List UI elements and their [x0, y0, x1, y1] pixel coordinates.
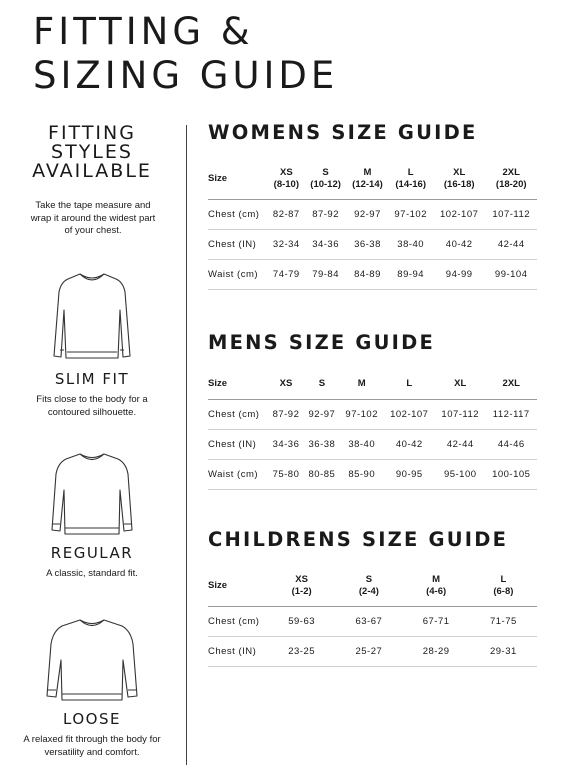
row-label: Waist (cm) — [208, 460, 268, 490]
column-divider — [186, 125, 187, 765]
table-row — [208, 200, 537, 230]
fit-style-description: Fits close to the body for a contoured silhouette. — [36, 394, 148, 418]
womens-size-table — [208, 159, 537, 290]
size-header: Size — [208, 369, 268, 400]
table-row — [208, 637, 537, 667]
table-cell: 40-42 — [433, 230, 485, 260]
womens-guide-title: WOMENS SIZE GUIDE — [208, 121, 478, 144]
table-cell: 92-97 — [347, 200, 389, 230]
page-title-line-2: SIZING GUIDE — [33, 54, 339, 97]
table-cell: 97-102 — [340, 400, 384, 430]
size-header: Size — [208, 566, 268, 607]
table-cell: 23-25 — [268, 637, 335, 667]
size-column-header: XL — [435, 369, 486, 400]
fit-style-name: LOOSE — [63, 710, 121, 728]
fit-style-name: SLIM FIT — [54, 370, 130, 388]
childrens-size-guide — [208, 529, 537, 667]
table-cell: 85-90 — [340, 460, 384, 490]
table-cell: 67-71 — [403, 607, 470, 637]
size-column-header: L (14-16) — [388, 159, 433, 200]
table-row — [208, 260, 537, 290]
table-cell: 95-100 — [435, 460, 486, 490]
row-label: Waist (cm) — [208, 260, 268, 290]
fit-style-description: A classic, standard fit. — [46, 568, 138, 579]
table-row — [208, 400, 537, 430]
table-cell: 107-112 — [485, 200, 537, 230]
size-column-header: S (10-12) — [305, 159, 347, 200]
table-cell: 34-36 — [268, 430, 304, 460]
table-cell: 107-112 — [435, 400, 486, 430]
table-cell: 40-42 — [384, 430, 435, 460]
row-label: Chest (IN) — [208, 637, 268, 667]
table-cell: 34-36 — [305, 230, 347, 260]
table-cell: 87-92 — [305, 200, 347, 230]
table-cell: 36-38 — [304, 430, 340, 460]
mens-size-table — [208, 369, 537, 490]
fit-style-slim — [0, 270, 184, 419]
fitting-styles-heading-line: FITTING — [48, 122, 136, 144]
table-cell: 90-95 — [384, 460, 435, 490]
table-cell: 89-94 — [388, 260, 433, 290]
table-cell: 97-102 — [388, 200, 433, 230]
fitting-styles-heading-line: AVAILABLE — [32, 160, 152, 182]
table-cell: 32-34 — [268, 230, 305, 260]
table-cell: 59-63 — [268, 607, 335, 637]
table-cell: 63-67 — [335, 607, 402, 637]
size-column-header: M (12-14) — [347, 159, 389, 200]
size-column-header: M (4-6) — [403, 566, 470, 607]
childrens-guide-title: CHILDRENS SIZE GUIDE — [208, 528, 509, 551]
size-column-header: XS (8-10) — [268, 159, 305, 200]
table-row — [208, 607, 537, 637]
table-cell: 42-44 — [435, 430, 486, 460]
fit-style-name: REGULAR — [50, 544, 134, 562]
table-cell: 79-84 — [305, 260, 347, 290]
table-cell: 38-40 — [388, 230, 433, 260]
regular-sweater-icon — [48, 450, 136, 538]
mens-guide-title: MENS SIZE GUIDE — [208, 331, 436, 354]
table-cell: 112-117 — [486, 400, 538, 430]
size-column-header: L (6-8) — [470, 566, 537, 607]
table-cell: 99-104 — [485, 260, 537, 290]
size-column-header: S — [304, 369, 340, 400]
table-cell: 100-105 — [486, 460, 538, 490]
row-label: Chest (cm) — [208, 200, 268, 230]
table-cell: 102-107 — [384, 400, 435, 430]
childrens-size-table — [208, 566, 537, 667]
row-label: Chest (IN) — [208, 430, 268, 460]
row-label: Chest (cm) — [208, 607, 268, 637]
size-column-header: XS — [268, 369, 304, 400]
fit-style-loose — [0, 616, 184, 759]
fit-style-description: A relaxed fit through the body for versatility and comfort. — [23, 734, 161, 758]
table-cell: 94-99 — [433, 260, 485, 290]
loose-sweater-icon — [44, 616, 140, 704]
table-cell: 102-107 — [433, 200, 485, 230]
page-title — [33, 10, 338, 98]
size-header: Size — [208, 159, 268, 200]
table-cell: 25-27 — [335, 637, 402, 667]
size-column-header: XS (1-2) — [268, 566, 335, 607]
table-cell: 75-80 — [268, 460, 304, 490]
womens-size-guide — [208, 122, 537, 290]
table-cell: 84-89 — [347, 260, 389, 290]
size-column-header: XL (16-18) — [433, 159, 485, 200]
table-cell: 28-29 — [403, 637, 470, 667]
table-header-row — [208, 369, 537, 400]
mens-size-guide — [208, 332, 537, 490]
table-cell: 36-38 — [347, 230, 389, 260]
row-label: Chest (cm) — [208, 400, 268, 430]
size-column-header: S (2-4) — [335, 566, 402, 607]
table-row — [208, 230, 537, 260]
fitting-styles-heading-line: STYLES — [51, 141, 133, 163]
size-column-header: L — [384, 369, 435, 400]
size-column-header: M — [340, 369, 384, 400]
table-cell: 71-75 — [470, 607, 537, 637]
table-row — [208, 430, 537, 460]
row-label: Chest (IN) — [208, 230, 268, 260]
measuring-instructions: Take the tape measure and wrap it around the widest part of your chest. — [30, 200, 156, 236]
table-cell: 80-85 — [304, 460, 340, 490]
table-header-row — [208, 159, 537, 200]
table-header-row — [208, 566, 537, 607]
table-cell: 87-92 — [268, 400, 304, 430]
page-title-line-1: FITTING & — [33, 10, 254, 53]
table-cell: 38-40 — [340, 430, 384, 460]
table-row — [208, 460, 537, 490]
table-cell: 29-31 — [470, 637, 537, 667]
fit-style-regular — [0, 450, 184, 581]
size-column-header: 2XL — [486, 369, 538, 400]
table-cell: 74-79 — [268, 260, 305, 290]
slim-sweater-icon — [50, 270, 134, 364]
table-cell: 42-44 — [485, 230, 537, 260]
table-cell: 92-97 — [304, 400, 340, 430]
size-column-header: 2XL (18-20) — [485, 159, 537, 200]
table-cell: 82-87 — [268, 200, 305, 230]
table-cell: 44-46 — [486, 430, 538, 460]
fitting-styles-heading — [0, 124, 184, 181]
